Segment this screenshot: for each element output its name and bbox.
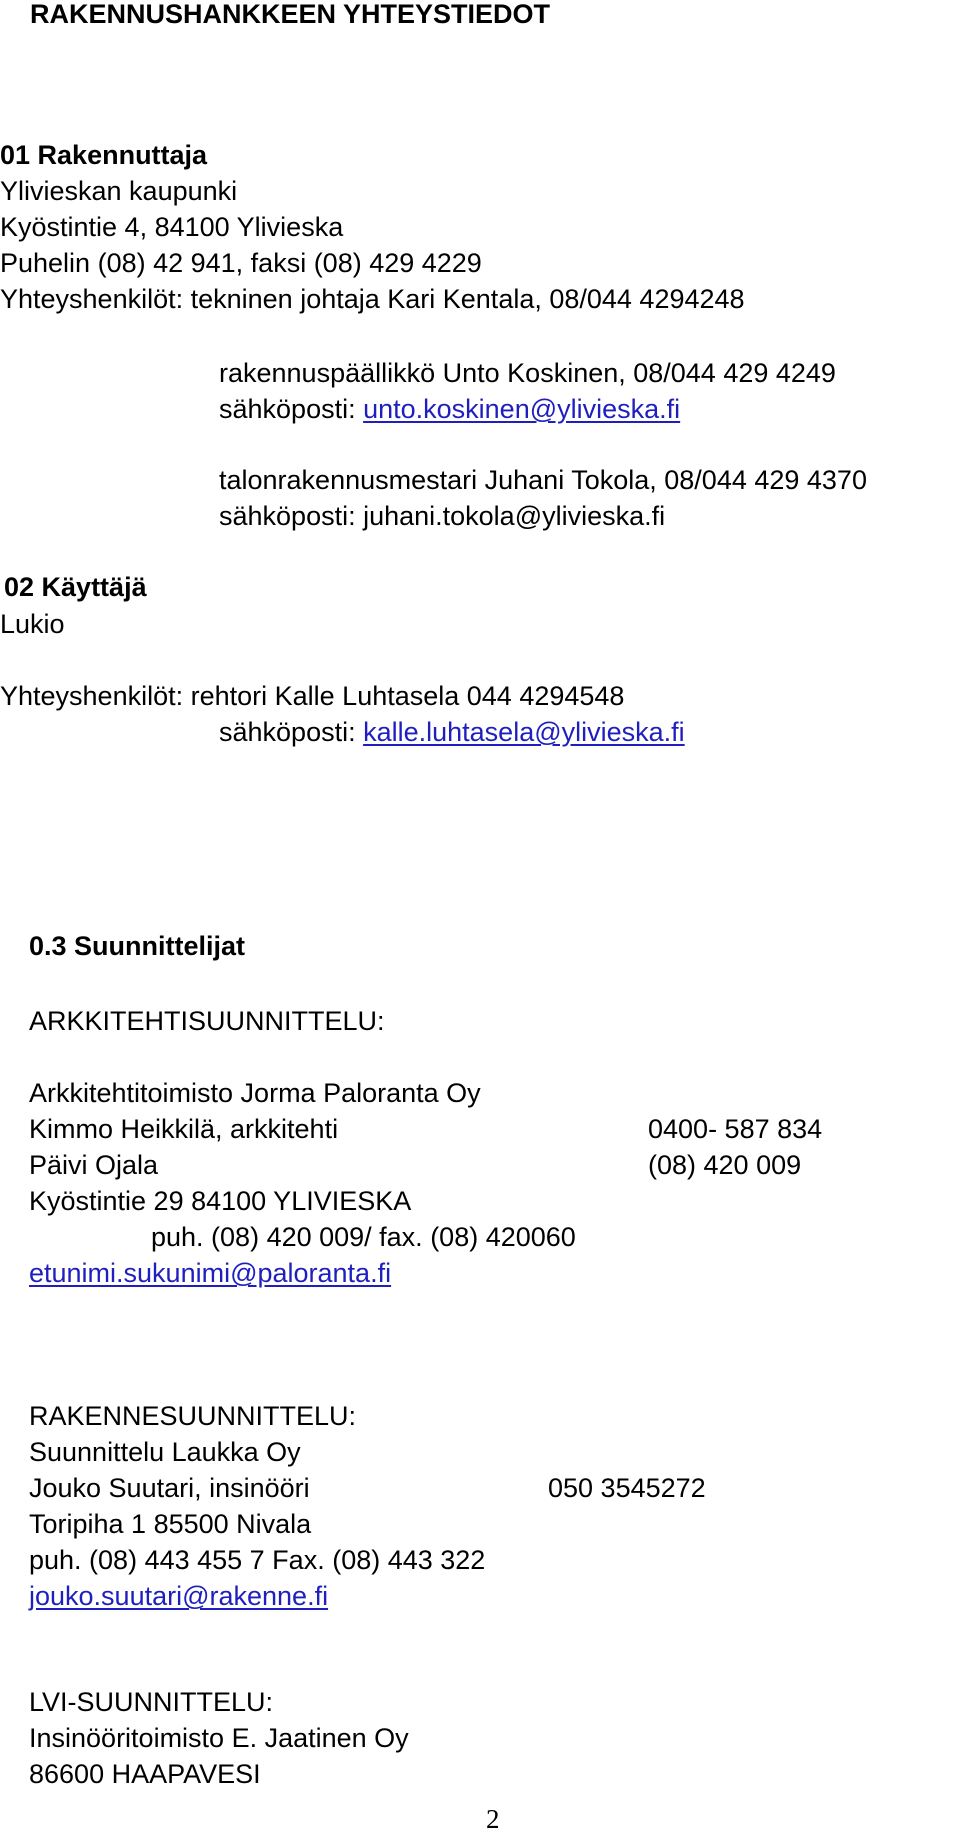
rakenne-address: Toripiha 1 85500 Nivala: [29, 1509, 312, 1539]
contact-unto-koskinen: rakennuspäällikkö Unto Koskinen, 08/044 429 4249: [219, 358, 836, 388]
email-label: sähköposti:: [219, 717, 364, 747]
lvi-address: 86600 HAAPAVESI: [29, 1759, 261, 1789]
kayttaja-email-row: [219, 714, 685, 750]
rakenne-phones: puh. (08) 443 455 7 Fax. (08) 443 322: [29, 1545, 486, 1575]
section-heading-suunnittelijat: 0.3 Suunnittelijat: [29, 931, 246, 961]
arkkitehti-phone: 0400- 587 834: [648, 1114, 823, 1144]
contact-juhani-tokola: talonrakennusmestari Juhani Tokola, 08/044 429 4370: [219, 465, 867, 495]
lvi-company: Insinööritoimisto E. Jaatinen Oy: [29, 1723, 409, 1753]
email-link-kalle-luhtasela[interactable]: kalle.luhtasela@ylivieska.fi: [363, 717, 685, 747]
email-link-unto-koskinen[interactable]: unto.koskinen@ylivieska.fi: [363, 394, 681, 424]
page-title: RAKENNUSHANKKEEN YHTEYSTIEDOT: [30, 0, 551, 29]
rakennuttaja-line: Yhteyshenkilöt: tekninen johtaja Kari Kentala, 08/044 4294248: [0, 284, 745, 314]
email-label: sähköposti:: [219, 394, 364, 424]
arkkitehti-phones: puh. (08) 420 009/ fax. (08) 420060: [151, 1222, 576, 1252]
contact-juhani-tokola-email: sähköposti: juhani.tokola@ylivieska.fi: [219, 501, 666, 531]
email-link-paloranta[interactable]: etunimi.sukunimi@paloranta.fi: [29, 1258, 392, 1288]
arkkitehti-address: Kyöstintie 29 84100 YLIVIESKA: [29, 1186, 412, 1216]
kayttaja-name: Lukio: [0, 609, 65, 639]
page-number: 2: [486, 1804, 500, 1834]
lvi-label: LVI-SUUNNITTELU:: [29, 1687, 274, 1717]
contact-unto-koskinen-email-row: [219, 391, 680, 427]
rakenne-label: RAKENNESUUNNITTELU:: [29, 1401, 357, 1431]
arkkitehti-phone: (08) 420 009: [648, 1150, 802, 1180]
kayttaja-contact: Yhteyshenkilöt: rehtori Kalle Luhtasela 044 4294548: [0, 681, 625, 711]
email-link-rakenne[interactable]: jouko.suutari@rakenne.fi: [29, 1581, 329, 1611]
rakenne-phone: 050 3545272: [548, 1473, 706, 1503]
rakennuttaja-line: Ylivieskan kaupunki: [0, 176, 238, 206]
section-heading-rakennuttaja: 01 Rakennuttaja: [0, 140, 208, 170]
rakennuttaja-line: Kyöstintie 4, 84100 Ylivieska: [0, 212, 344, 242]
rakenne-person: Jouko Suutari, insinööri: [29, 1473, 310, 1503]
arkkitehti-company: Arkkitehtitoimisto Jorma Paloranta Oy: [29, 1078, 481, 1108]
rakennuttaja-line: Puhelin (08) 42 941, faksi (08) 429 4229: [0, 248, 482, 278]
rakenne-company: Suunnittelu Laukka Oy: [29, 1437, 301, 1467]
section-heading-kayttaja: 02 Käyttäjä: [4, 572, 147, 602]
arkkitehti-person: Kimmo Heikkilä, arkkitehti: [29, 1114, 339, 1144]
arkkitehti-person: Päivi Ojala: [29, 1150, 159, 1180]
arkkitehti-label: ARKKITEHTISUUNNITTELU:: [29, 1006, 385, 1036]
